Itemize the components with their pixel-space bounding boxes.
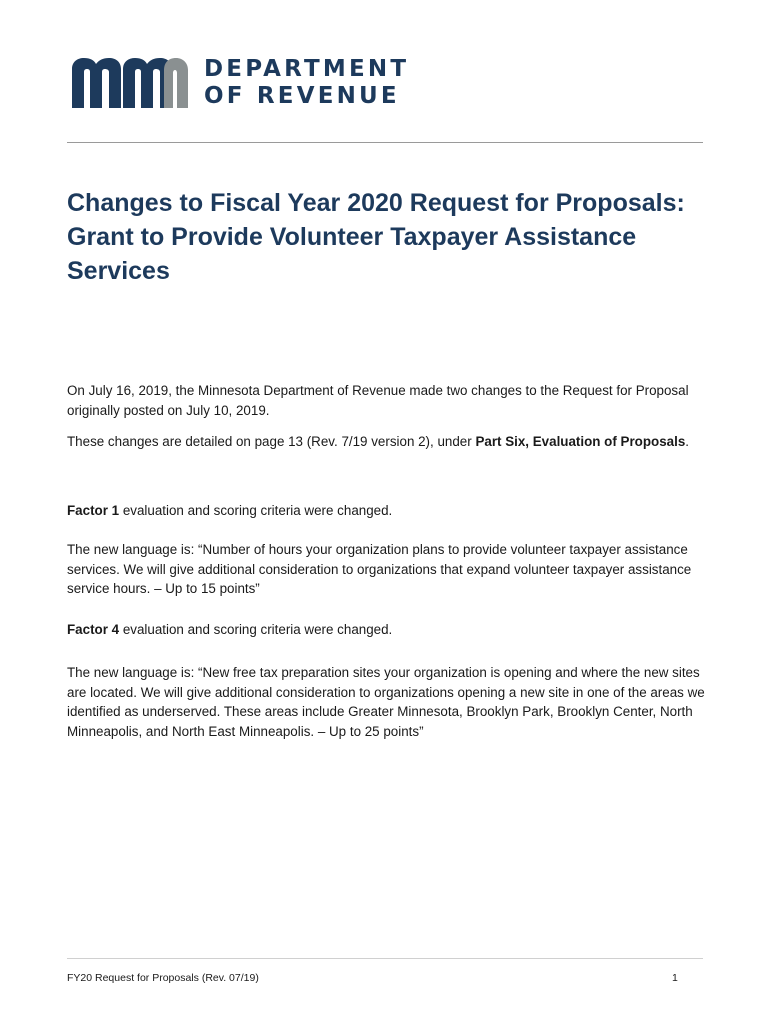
header-divider [67,142,703,143]
logo-line-of-revenue: OF REVENUE [204,83,400,109]
document-title: Changes to Fiscal Year 2020 Request for Proposals: Grant to Provide Volunteer Taxpayer Assistance Services [67,189,685,285]
factor1-language-paragraph: The new language is: “Number of hours your organization plans to provide volunteer taxpayer assistance services. We will give additional consideration to organizations that expand volunteer taxpayer assistance service hours. – Up to 15 points” [67,542,692,596]
details-prefix: These changes are detailed on page 13 (Rev. 7/19 version 2), under [67,434,476,449]
details-suffix: . [685,434,690,449]
factor4-heading-paragraph [67,620,707,640]
logo-line-department: DEPARTMENT [204,56,410,82]
intro-paragraph: On July 16, 2019, the Minnesota Department of Revenue made two changes to the Request for Proposal originally posted on July 10, 2019. [67,383,689,418]
factor1-label: Factor 1 [67,503,120,518]
mn-logo-mark-icon [72,56,190,108]
footer-page-number: 1 [672,972,678,984]
factor4-language-paragraph: The new language is: “New free tax preparation sites your organization is opening and where the new sites are located. We will give additional consideration to organizations opening a new site in one of the areas we identified as underserved. These areas include Greater Minnesota, Brooklyn Park, Brooklyn Center, North Minneapolis, and North East Minneapolis. – Up to 25 points” [67,665,705,739]
factor1-heading-paragraph [67,501,707,521]
logo-wordmark [204,56,409,110]
department-of-revenue-logo [72,56,412,112]
details-section-reference: Part Six, Evaluation of Proposals [475,434,686,449]
details-paragraph [67,432,707,452]
factor1-text: evaluation and scoring criteria were changed. [119,503,393,518]
footer-divider [67,958,703,959]
factor4-text: evaluation and scoring criteria were changed. [119,622,393,637]
footer-document-id: FY20 Request for Proposals (Rev. 07/19) [67,972,259,984]
factor4-label: Factor 4 [67,622,120,637]
